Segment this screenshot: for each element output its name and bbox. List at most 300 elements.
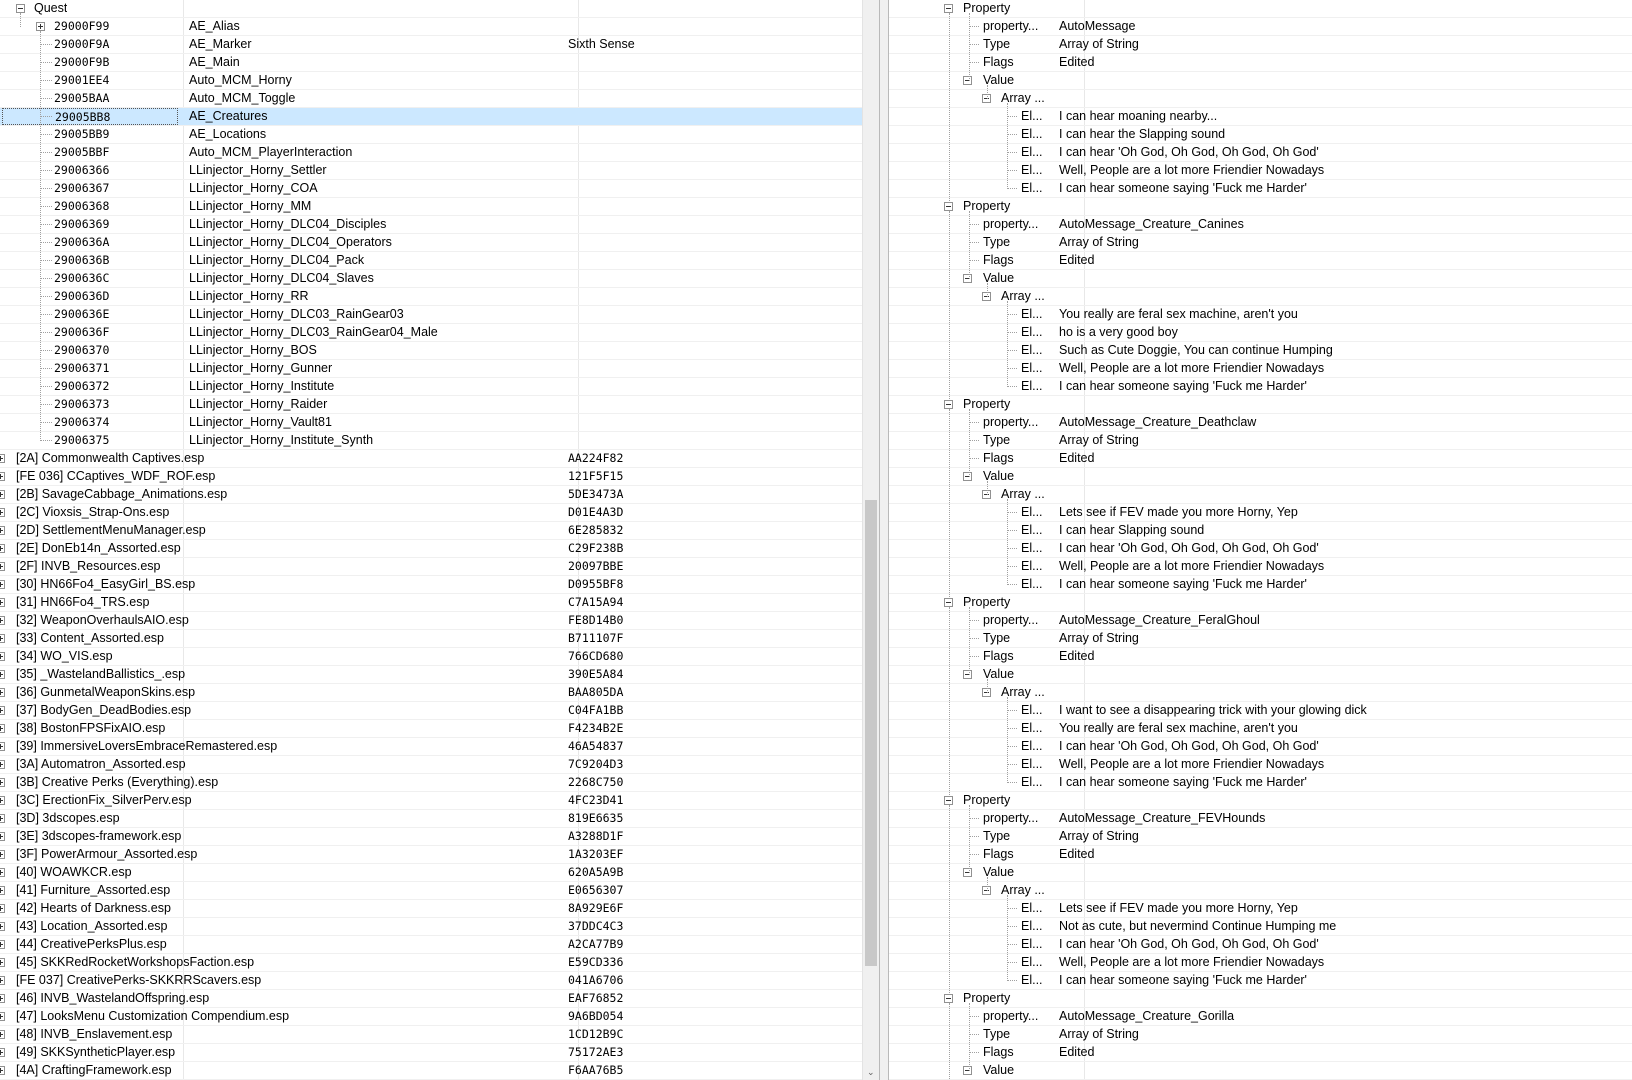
array-element-row[interactable]	[889, 378, 1632, 396]
pane-splitter[interactable]	[879, 0, 889, 1080]
tree-connector	[40, 80, 52, 81]
collapse-icon[interactable]	[944, 400, 953, 409]
plugin-row[interactable]	[0, 1062, 862, 1080]
quest-row[interactable]	[0, 252, 862, 270]
property-name-row[interactable]	[889, 216, 1632, 234]
property-name-row-label: property...	[983, 613, 1039, 627]
collapse-icon[interactable]	[16, 4, 25, 13]
expand-icon[interactable]	[0, 1066, 5, 1075]
property-node[interactable]	[889, 0, 1632, 18]
plugin-crc: B711107F	[568, 631, 624, 645]
form-id: 29000F9A	[54, 37, 110, 51]
expand-icon[interactable]	[0, 652, 5, 661]
property-flags-row[interactable]	[889, 450, 1632, 468]
tree-connector	[987, 85, 988, 99]
tree-connector	[40, 224, 52, 225]
tree-connector	[40, 98, 52, 99]
collapse-icon[interactable]	[944, 4, 953, 13]
plugin-row[interactable]	[0, 594, 862, 612]
array-element-row[interactable]	[889, 558, 1632, 576]
form-id: 29005BBF	[54, 145, 110, 159]
tree-connector	[1007, 895, 1008, 981]
expand-icon[interactable]	[0, 634, 5, 643]
array-element-row[interactable]	[889, 342, 1632, 360]
array-element-row[interactable]	[889, 504, 1632, 522]
property-node-label: Property	[963, 595, 1011, 609]
plugin-row[interactable]	[0, 900, 862, 918]
collapse-icon[interactable]	[963, 1066, 972, 1075]
property-type-row[interactable]	[889, 630, 1632, 648]
array-element-row-value: I can hear someone saying 'Fuck me Harder'	[1059, 379, 1307, 393]
expander-plus	[0, 636, 1, 641]
property-name-row-value: AutoMessage	[1059, 19, 1136, 33]
plugin-row[interactable]	[0, 918, 862, 936]
record-name	[568, 396, 848, 413]
collapse-icon[interactable]	[944, 994, 953, 1003]
property-type-row-label: Type	[983, 631, 1011, 645]
array-node[interactable]	[889, 90, 1632, 108]
expand-icon[interactable]	[0, 544, 5, 553]
expand-icon[interactable]	[0, 508, 5, 517]
plugin-name: [47] LooksMenu Customization Compendium.esp	[16, 1009, 290, 1023]
tree-connector	[969, 242, 979, 243]
array-element-row[interactable]	[889, 108, 1632, 126]
array-element-row[interactable]	[889, 954, 1632, 972]
quest-row[interactable]	[0, 306, 862, 324]
record-name	[568, 72, 848, 89]
expand-icon[interactable]	[36, 22, 45, 31]
editor-id: LLinjector_Horny_DLC04_Pack	[189, 253, 365, 267]
array-element-row[interactable]	[889, 360, 1632, 378]
array-element-row-value: Lets see if FEV made you more Horny, Yep	[1059, 505, 1298, 519]
expand-icon[interactable]	[0, 976, 5, 985]
plugin-name: [3A] Automatron_Assorted.esp	[16, 757, 186, 771]
tree-connector	[969, 1052, 979, 1053]
quest-row[interactable]	[0, 324, 862, 342]
plugin-row[interactable]	[0, 990, 862, 1008]
plugin-row[interactable]	[0, 882, 862, 900]
plugin-row[interactable]	[0, 702, 862, 720]
property-name-row[interactable]	[889, 414, 1632, 432]
record-detail-pane[interactable]	[889, 0, 1632, 1080]
array-element-row-label: El...	[1021, 127, 1043, 141]
plugin-name: [33] Content_Assorted.esp	[16, 631, 165, 645]
array-element-row-label: El...	[1021, 325, 1043, 339]
quest-row[interactable]	[0, 342, 862, 360]
array-element-row[interactable]	[889, 756, 1632, 774]
property-value-node-label: Value	[983, 73, 1015, 87]
expand-icon[interactable]	[0, 886, 5, 895]
quest-row[interactable]	[0, 216, 862, 234]
plugin-row[interactable]	[0, 756, 862, 774]
tree-connector	[987, 679, 988, 693]
array-element-row[interactable]	[889, 720, 1632, 738]
plugin-row[interactable]	[0, 468, 862, 486]
expand-icon[interactable]	[0, 958, 5, 967]
expand-icon[interactable]	[0, 472, 5, 481]
property-value-node[interactable]	[889, 72, 1632, 90]
expander-plus	[0, 834, 1, 839]
editor-id: AE_Locations	[189, 127, 267, 141]
plugin-row[interactable]	[0, 1026, 862, 1044]
expander-plus	[0, 1014, 1, 1019]
array-element-row[interactable]	[889, 306, 1632, 324]
editor-id: LLinjector_Horny_BOS	[189, 343, 317, 357]
quest-row[interactable]	[0, 288, 862, 306]
tree-connector	[1007, 782, 1017, 783]
array-element-row-label: El...	[1021, 145, 1043, 159]
tree-connector	[969, 620, 979, 621]
array-element-row-label: El...	[1021, 343, 1043, 357]
tree-connector	[1007, 170, 1017, 171]
expand-icon[interactable]	[0, 850, 5, 859]
record-name	[568, 180, 848, 197]
plugin-row[interactable]	[0, 846, 862, 864]
array-element-row[interactable]	[889, 738, 1632, 756]
array-element-row-value: I can hear 'Oh God, Oh God, Oh God, Oh God'	[1059, 541, 1319, 555]
expand-icon[interactable]	[0, 616, 5, 625]
tree-connector	[969, 224, 979, 225]
quest-row[interactable]	[0, 198, 862, 216]
form-id: 29006370	[54, 343, 110, 357]
editor-id: LLinjector_Horny_DLC04_Disciples	[189, 217, 387, 231]
tree-connector	[1007, 962, 1017, 963]
tree-connector	[987, 283, 988, 297]
plugin-crc: 390E5A84	[568, 667, 624, 681]
tree-connector	[1007, 116, 1017, 117]
property-value-node-label: Value	[983, 271, 1015, 285]
expand-icon[interactable]	[0, 922, 5, 931]
plugin-row[interactable]	[0, 486, 862, 504]
quest-row[interactable]	[0, 162, 862, 180]
expand-icon[interactable]	[0, 1030, 5, 1039]
expander-plus	[0, 1068, 1, 1073]
plugin-row[interactable]	[0, 954, 862, 972]
property-type-row-value: Array of String	[1059, 631, 1139, 645]
property-type-row[interactable]	[889, 828, 1632, 846]
tree-connector	[1007, 134, 1017, 135]
quest-row[interactable]	[0, 36, 862, 54]
form-id: 29006371	[54, 361, 110, 375]
editor-id: AE_Main	[189, 55, 240, 69]
tree-connector	[40, 350, 52, 351]
plugin-row[interactable]	[0, 828, 862, 846]
expand-icon[interactable]	[0, 940, 5, 949]
collapse-icon[interactable]	[963, 76, 972, 85]
property-value-node[interactable]	[889, 864, 1632, 882]
array-element-row[interactable]	[889, 324, 1632, 342]
property-type-row[interactable]	[889, 234, 1632, 252]
property-name-row-value: AutoMessage_Creature_Canines	[1059, 217, 1244, 231]
array-element-row[interactable]	[889, 144, 1632, 162]
plugin-row[interactable]	[0, 648, 862, 666]
array-element-row[interactable]	[889, 774, 1632, 792]
property-value-node[interactable]	[889, 270, 1632, 288]
quest-row[interactable]	[0, 378, 862, 396]
quest-row[interactable]	[0, 18, 862, 36]
property-node[interactable]	[889, 792, 1632, 810]
plugin-name: [3E] 3dscopes-framework.esp	[16, 829, 182, 843]
property-name-row[interactable]	[889, 612, 1632, 630]
plugin-row[interactable]	[0, 792, 862, 810]
record-name	[568, 126, 848, 143]
array-element-row-value: I can hear the Slapping sound	[1059, 127, 1226, 141]
array-node[interactable]	[889, 882, 1632, 900]
property-name-row[interactable]	[889, 18, 1632, 36]
tree-connector	[1007, 499, 1008, 585]
expand-icon[interactable]	[0, 778, 5, 787]
plugin-row[interactable]	[0, 774, 862, 792]
expand-icon[interactable]	[0, 724, 5, 733]
array-element-row-label: El...	[1021, 559, 1043, 573]
array-element-row-label: El...	[1021, 163, 1043, 177]
editor-id: LLinjector_Horny_Institute_Synth	[189, 433, 374, 447]
property-node[interactable]	[889, 396, 1632, 414]
record-name	[568, 18, 848, 35]
quest-row[interactable]	[0, 432, 862, 450]
expand-icon[interactable]	[0, 688, 5, 697]
property-node[interactable]	[889, 198, 1632, 216]
plugin-row[interactable]	[0, 1044, 862, 1062]
tree-connector	[949, 211, 950, 409]
property-node[interactable]	[889, 594, 1632, 612]
form-id: 29006367	[54, 181, 110, 195]
array-element-row-value: You really are feral sex machine, aren't you	[1059, 721, 1298, 735]
plugin-row[interactable]	[0, 540, 862, 558]
expand-icon[interactable]	[0, 814, 5, 823]
collapse-icon[interactable]	[963, 472, 972, 481]
tree-connector	[969, 607, 970, 675]
property-type-row-label: Type	[983, 1027, 1011, 1041]
expand-icon[interactable]	[0, 742, 5, 751]
array-element-row-label: El...	[1021, 181, 1043, 195]
quest-row-selected[interactable]	[0, 108, 862, 126]
property-flags-row[interactable]	[889, 846, 1632, 864]
property-type-row[interactable]	[889, 36, 1632, 54]
tree-connector	[1007, 301, 1008, 387]
expand-icon[interactable]	[0, 994, 5, 1003]
expand-icon[interactable]	[0, 670, 5, 679]
plugin-name: [45] SKKRedRocketWorkshopsFaction.esp	[16, 955, 255, 969]
array-node-label: Array ...	[1001, 487, 1045, 501]
expand-icon[interactable]	[0, 454, 5, 463]
plugin-row[interactable]	[0, 936, 862, 954]
expand-icon[interactable]	[0, 598, 5, 607]
array-element-row[interactable]	[889, 702, 1632, 720]
property-name-row-label: property...	[983, 811, 1039, 825]
tree-connector	[40, 242, 52, 243]
property-flags-row-label: Flags	[983, 649, 1014, 663]
array-node[interactable]	[889, 288, 1632, 306]
array-element-row-value: I can hear Slapping sound	[1059, 523, 1205, 537]
expander-minus	[946, 602, 951, 603]
array-element-row-label: El...	[1021, 307, 1043, 321]
plugin-row[interactable]	[0, 612, 862, 630]
array-element-row-label: El...	[1021, 901, 1043, 915]
property-flags-row[interactable]	[889, 1044, 1632, 1062]
expand-icon[interactable]	[0, 580, 5, 589]
property-value-node[interactable]	[889, 468, 1632, 486]
property-flags-row[interactable]	[889, 648, 1632, 666]
tree-connector	[949, 805, 950, 1003]
property-name-row-value: AutoMessage_Creature_FeralGhoul	[1059, 613, 1260, 627]
quest-row[interactable]	[0, 414, 862, 432]
quest-row[interactable]	[0, 54, 862, 72]
quest-group-row[interactable]	[0, 0, 862, 18]
collapse-icon[interactable]	[944, 796, 953, 805]
tree-connector	[969, 818, 979, 819]
array-node[interactable]	[889, 684, 1632, 702]
plugin-row[interactable]	[0, 1008, 862, 1026]
array-node[interactable]	[889, 486, 1632, 504]
array-element-row[interactable]	[889, 540, 1632, 558]
property-flags-row-label: Flags	[983, 451, 1014, 465]
record-name	[568, 360, 848, 377]
plugin-row[interactable]	[0, 972, 862, 990]
tree-connector	[969, 854, 979, 855]
plugin-name: [36] GunmetalWeaponSkins.esp	[16, 685, 196, 699]
expand-icon[interactable]	[0, 526, 5, 535]
property-value-node[interactable]	[889, 1062, 1632, 1080]
plugin-row[interactable]	[0, 738, 862, 756]
array-element-row[interactable]	[889, 522, 1632, 540]
plugin-name: [42] Hearts of Darkness.esp	[16, 901, 171, 915]
plugin-row[interactable]	[0, 684, 862, 702]
property-flags-row-value: Edited	[1059, 55, 1095, 69]
array-element-row-label: El...	[1021, 361, 1043, 375]
left-scrollbar[interactable]	[862, 0, 879, 1080]
expand-icon[interactable]	[0, 562, 5, 571]
editor-id: LLinjector_Horny_Raider	[189, 397, 328, 411]
expand-icon[interactable]	[0, 490, 5, 499]
property-node-label: Property	[963, 1, 1011, 15]
scroll-down-arrow-icon[interactable]: ⌄	[867, 1067, 875, 1077]
array-element-row[interactable]	[889, 180, 1632, 198]
scrollbar-thumb[interactable]	[865, 500, 877, 966]
array-element-row-value: I can hear 'Oh God, Oh God, Oh God, Oh God'	[1059, 739, 1319, 753]
plugin-row[interactable]	[0, 864, 862, 882]
collapse-icon[interactable]	[944, 598, 953, 607]
tree-connector	[1007, 188, 1017, 189]
plugin-row[interactable]	[0, 450, 862, 468]
property-name-row-label: property...	[983, 19, 1039, 33]
plugin-row[interactable]	[0, 558, 862, 576]
property-flags-row[interactable]	[889, 252, 1632, 270]
collapse-icon[interactable]	[944, 202, 953, 211]
expand-icon[interactable]	[0, 1048, 5, 1057]
array-element-row[interactable]	[889, 918, 1632, 936]
property-name-row-value: AutoMessage_Creature_FEVHounds	[1059, 811, 1266, 825]
expander-plus	[0, 924, 1, 929]
expander-plus	[0, 978, 1, 983]
form-id: 29006366	[54, 163, 110, 177]
property-type-row[interactable]	[889, 1026, 1632, 1044]
form-id: 2900636C	[54, 271, 110, 285]
array-element-row[interactable]	[889, 936, 1632, 954]
array-element-row[interactable]	[889, 126, 1632, 144]
property-node[interactable]	[889, 990, 1632, 1008]
property-value-node[interactable]	[889, 666, 1632, 684]
record-name	[568, 54, 848, 71]
plugin-crc: A3288D1F	[568, 829, 624, 843]
array-element-row[interactable]	[889, 162, 1632, 180]
form-id: 29000F99	[54, 19, 110, 33]
editor-id: LLinjector_Horny_Settler	[189, 163, 327, 177]
form-id: 29000F9B	[54, 55, 110, 69]
plugin-crc: 75172AE3	[568, 1045, 624, 1059]
property-type-row[interactable]	[889, 432, 1632, 450]
record-name	[568, 288, 848, 305]
plugin-crc: 4FC23D41	[568, 793, 624, 807]
record-name	[568, 108, 848, 125]
expander-plus	[0, 1050, 1, 1055]
plugin-crc: BAA805DA	[568, 685, 624, 699]
quest-row[interactable]	[0, 180, 862, 198]
array-element-row[interactable]	[889, 972, 1632, 990]
array-element-row[interactable]	[889, 576, 1632, 594]
expand-icon[interactable]	[0, 868, 5, 877]
expand-icon[interactable]	[0, 1012, 5, 1021]
array-node-label: Array ...	[1001, 685, 1045, 699]
plugin-row[interactable]	[0, 720, 862, 738]
property-type-row-value: Array of String	[1059, 829, 1139, 843]
collapse-icon[interactable]	[963, 274, 972, 283]
form-id: 2900636A	[54, 235, 110, 249]
tree-connector	[969, 211, 970, 279]
plugin-crc: C29F238B	[568, 541, 624, 555]
quest-row[interactable]	[0, 360, 862, 378]
property-flags-row[interactable]	[889, 54, 1632, 72]
property-type-row-label: Type	[983, 37, 1011, 51]
quest-row[interactable]	[0, 234, 862, 252]
array-element-row-value: Well, People are a lot more Friendier Nowadays	[1059, 955, 1325, 969]
collapse-icon[interactable]	[963, 670, 972, 679]
quest-row[interactable]	[0, 90, 862, 108]
editor-id: LLinjector_Horny_MM	[189, 199, 312, 213]
plugin-row[interactable]	[0, 504, 862, 522]
property-name-row[interactable]	[889, 1008, 1632, 1026]
plugin-crc: E0656307	[568, 883, 624, 897]
expand-icon[interactable]	[0, 796, 5, 805]
property-name-row[interactable]	[889, 810, 1632, 828]
plugin-crc: 620A5A9B	[568, 865, 624, 879]
plugin-name: [31] HN66Fo4_TRS.esp	[16, 595, 150, 609]
tree-connector	[969, 440, 979, 441]
array-element-row[interactable]	[889, 900, 1632, 918]
array-element-row-label: El...	[1021, 937, 1043, 951]
quest-row[interactable]	[0, 144, 862, 162]
quest-row[interactable]	[0, 396, 862, 414]
quest-row[interactable]	[0, 126, 862, 144]
tree-connector	[969, 638, 979, 639]
quest-row[interactable]	[0, 270, 862, 288]
array-element-row-label: El...	[1021, 379, 1043, 393]
expander-plus	[0, 762, 1, 767]
expand-icon[interactable]	[0, 760, 5, 769]
plugin-row[interactable]	[0, 666, 862, 684]
expand-icon[interactable]	[0, 904, 5, 913]
plugin-row[interactable]	[0, 522, 862, 540]
expand-icon[interactable]	[0, 832, 5, 841]
plugin-row[interactable]	[0, 630, 862, 648]
collapse-icon[interactable]	[963, 868, 972, 877]
plugin-row[interactable]	[0, 810, 862, 828]
plugin-row[interactable]	[0, 576, 862, 594]
tree-connector	[1007, 314, 1017, 315]
expand-icon[interactable]	[0, 706, 5, 715]
property-type-row-label: Type	[983, 829, 1011, 843]
quest-row[interactable]	[0, 72, 862, 90]
